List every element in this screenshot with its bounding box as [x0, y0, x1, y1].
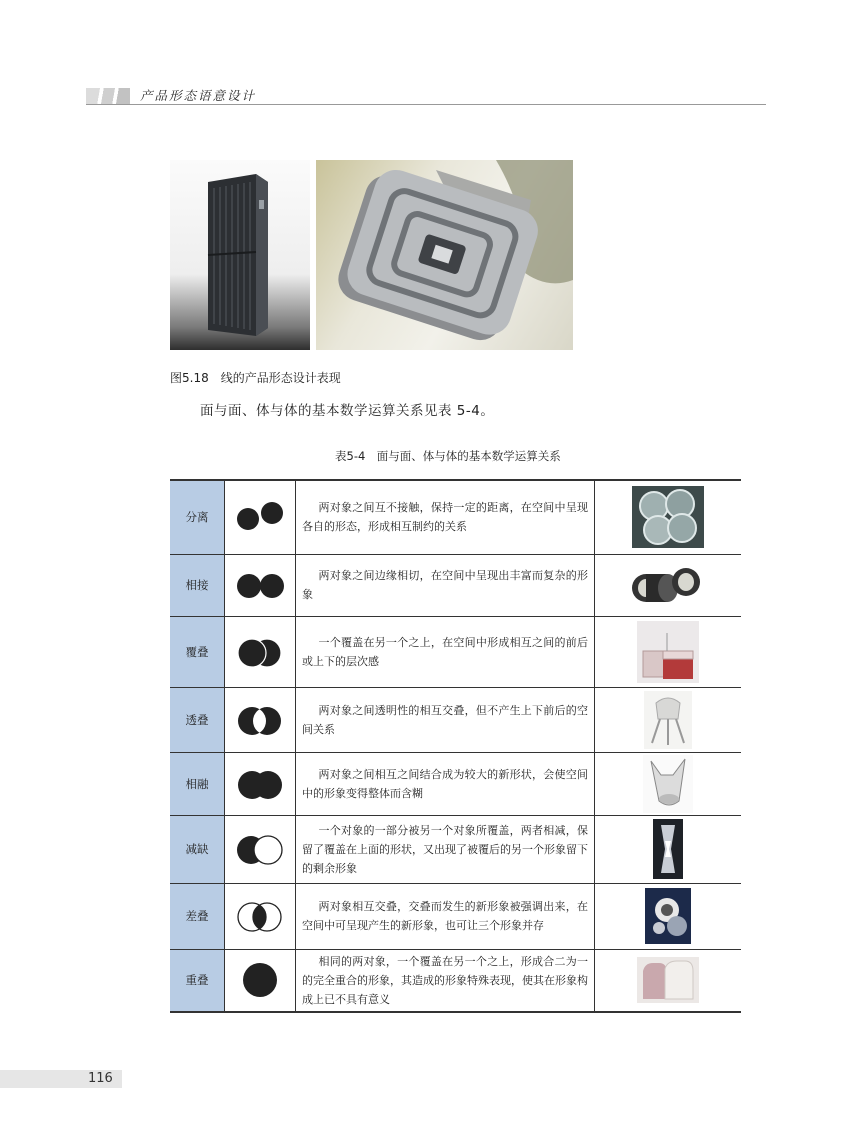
relation-name: 分离 — [170, 480, 225, 554]
header-rule — [86, 104, 766, 105]
table-row — [170, 687, 741, 752]
touching-circles-icon — [225, 554, 296, 616]
row-photo — [595, 752, 742, 815]
overlapping-circles-icon — [225, 616, 296, 687]
relation-description: 两对象相互交叠，交叠而发生的新形象被强调出来，在空间中可呈现产生的新形象，也可让三个形象并存 — [296, 883, 595, 949]
table-row — [170, 949, 741, 1012]
relation-name: 相融 — [170, 752, 225, 815]
running-header-title: 产品形态语意设计 — [140, 88, 257, 103]
row-photo — [595, 949, 742, 1012]
relation-name: 相接 — [170, 554, 225, 616]
table-title: 表5-4 面与面、体与体的基本数学运算关系 — [335, 449, 561, 463]
row-photo — [595, 687, 742, 752]
relation-name: 差叠 — [170, 883, 225, 949]
figure-caption: 图5.18 线的产品形态设计表现 — [170, 371, 341, 385]
relation-description: 相同的两对象，一个覆盖在另一个之上，形成合二为一的完全重合的形象，其造成的形象特殊表现，使其在形象构成上已不具有意义 — [296, 949, 595, 1012]
transparent-overlap-icon — [225, 687, 296, 752]
relation-name: 减缺 — [170, 815, 225, 883]
server-tower-photo — [170, 160, 310, 350]
difference-overlap-icon — [225, 883, 296, 949]
row-photo — [595, 554, 742, 616]
table-row — [170, 883, 741, 949]
body-paragraph: 面与面、体与体的基本数学运算关系见表 5-4。 — [200, 403, 495, 419]
relation-description: 两对象之间边缘相切，在空间中呈现出丰富而复杂的形象 — [296, 554, 595, 616]
relation-name: 透叠 — [170, 687, 225, 752]
relation-description: 两对象之间相互之间结合成为较大的新形状，会使空间中的形象变得整体而含糊 — [296, 752, 595, 815]
relations-table — [170, 479, 741, 1013]
coincident-circles-icon — [225, 949, 296, 1012]
row-photo — [595, 815, 742, 883]
relation-description: 一个对象的一部分被另一个对象所覆盖，两者相减，保留了覆盖在上面的形状，又出现了被覆后的另一个形象留下的剩余形象 — [296, 815, 595, 883]
merged-circles-icon — [225, 752, 296, 815]
row-photo — [595, 616, 742, 687]
header-decoration — [86, 88, 130, 104]
relation-description: 两对象之间互不接触，保持一定的距离，在空间中呈现各自的形态，形成相互制约的关系 — [296, 480, 595, 554]
table-row — [170, 815, 741, 883]
table-row — [170, 554, 741, 616]
relation-name: 重叠 — [170, 949, 225, 1012]
table-row — [170, 616, 741, 687]
square-key-photo — [316, 160, 573, 350]
table-row — [170, 480, 741, 554]
table-row — [170, 752, 741, 815]
relation-name: 覆叠 — [170, 616, 225, 687]
row-photo — [595, 480, 742, 554]
relation-description: 一个覆盖在另一个之上，在空间中形成相互之间的前后或上下的层次感 — [296, 616, 595, 687]
page-number: 116 — [88, 1071, 113, 1086]
row-photo — [595, 883, 742, 949]
relation-description: 两对象之间透明性的相互交叠，但不产生上下前后的空间关系 — [296, 687, 595, 752]
subtracted-circle-icon — [225, 815, 296, 883]
separated-circles-icon — [225, 480, 296, 554]
